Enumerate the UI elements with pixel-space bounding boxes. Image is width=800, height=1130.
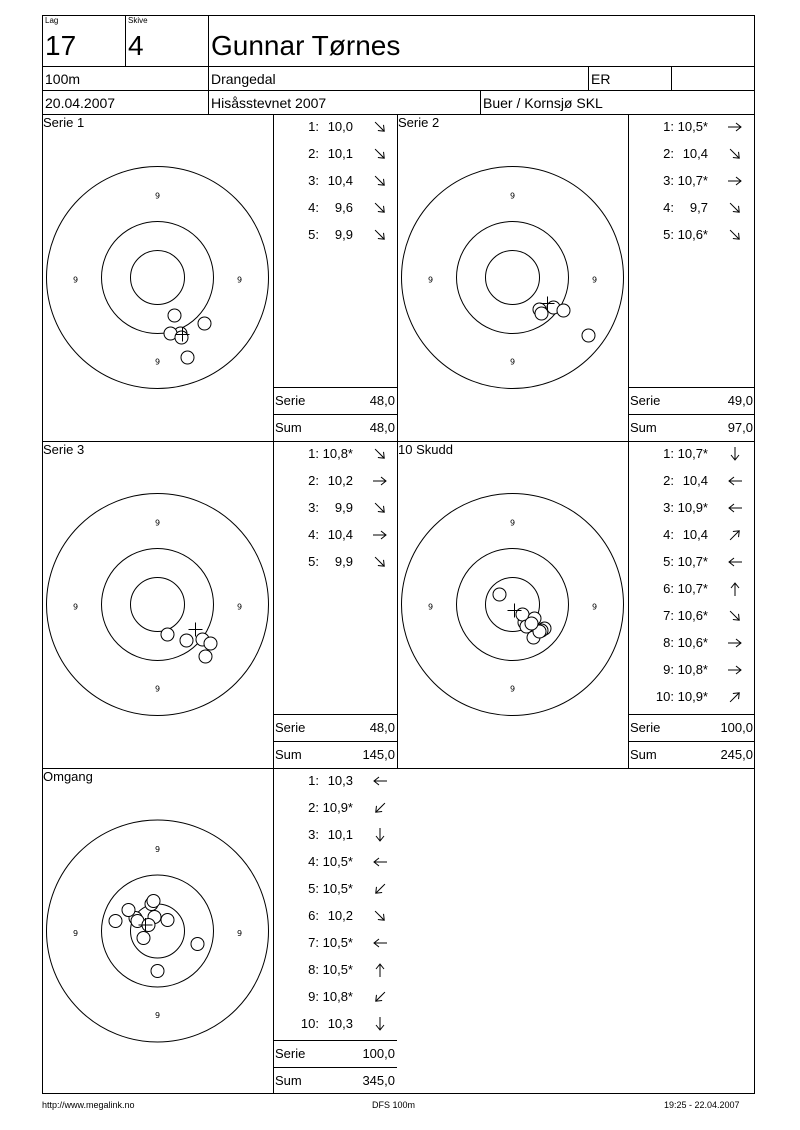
shot-number: 1:	[308, 119, 319, 134]
serie-label: Serie	[275, 1046, 306, 1061]
target-ring-inner	[131, 251, 185, 305]
sum-value: 48,0	[369, 420, 395, 435]
target-ring-middle	[457, 222, 569, 334]
shot-direction-arrow-icon	[371, 826, 389, 844]
totals-divider	[273, 414, 397, 415]
sum-label: Sum	[275, 1073, 302, 1088]
shot-hole	[137, 932, 150, 945]
panel-title: Omgang	[43, 769, 93, 784]
shot-score: 10,5*	[322, 935, 353, 950]
shot-number: 7:	[308, 935, 319, 950]
shot-score: 10,9*	[322, 800, 353, 815]
shot-direction-arrow-icon	[371, 772, 389, 790]
shot-number: 1:	[308, 773, 319, 788]
shot-score: 10,5*	[322, 881, 353, 896]
shot-score: 10,6*	[677, 635, 708, 650]
shot-score: 10,4	[682, 527, 708, 542]
shot-direction-arrow-icon	[371, 1015, 389, 1033]
panel-table-divider	[273, 768, 274, 1094]
shot-direction-arrow-icon	[371, 226, 389, 244]
target-face	[42, 441, 273, 768]
shot-number: 9:	[663, 662, 674, 677]
shot-number: 4:	[663, 527, 674, 542]
totals-divider	[273, 1040, 397, 1041]
shot-hole	[493, 588, 506, 601]
shot-hole	[109, 915, 122, 928]
shot-number: 2:	[308, 473, 319, 488]
shot-direction-arrow-icon	[726, 226, 744, 244]
serie-value: 100,0	[362, 1046, 395, 1061]
target-ring-middle	[457, 549, 569, 661]
shot-hole	[198, 317, 211, 330]
shot-number: 9:	[308, 989, 319, 1004]
ring-label: 9	[154, 518, 161, 528]
shot-direction-arrow-icon	[371, 499, 389, 517]
shot-score: 10,3	[327, 1016, 353, 1031]
ring-label: 9	[236, 275, 243, 285]
ring-label: 9	[509, 191, 516, 201]
shot-hole	[582, 329, 595, 342]
shot-score: 10,2	[327, 908, 353, 923]
shot-number: 3:	[663, 173, 674, 188]
totals-divider	[628, 741, 755, 742]
shot-score: 10,5*	[677, 119, 708, 134]
shot-score: 9,9	[334, 227, 353, 242]
totals-divider	[273, 387, 397, 388]
shot-direction-arrow-icon	[726, 553, 744, 571]
shot-direction-arrow-icon	[371, 880, 389, 898]
shot-score: 10,7*	[677, 581, 708, 596]
shot-number: 5:	[663, 227, 674, 242]
shot-direction-arrow-icon	[726, 661, 744, 679]
shot-direction-arrow-icon	[371, 853, 389, 871]
shot-score: 10,4	[327, 527, 353, 542]
shot-direction-arrow-icon	[726, 199, 744, 217]
totals-divider	[273, 1067, 397, 1068]
club-field: Drangedal	[211, 71, 276, 87]
ring-label: 9	[154, 1011, 161, 1020]
target-ring-inner	[486, 251, 540, 305]
header-divider-1	[42, 66, 755, 67]
shot-direction-arrow-icon	[371, 145, 389, 163]
panel-title: Serie 3	[43, 442, 85, 457]
ring-label: 9	[154, 845, 161, 854]
shot-hole	[168, 309, 181, 322]
shot-score: 10,4	[682, 473, 708, 488]
shot-number: 3:	[308, 827, 319, 842]
sum-label: Sum	[275, 747, 302, 762]
shot-direction-arrow-icon	[726, 526, 744, 544]
shot-hole	[175, 331, 188, 344]
shot-direction-arrow-icon	[371, 799, 389, 817]
header-vline-range	[480, 90, 481, 114]
shot-direction-arrow-icon	[371, 445, 389, 463]
target-ring-inner	[131, 578, 185, 632]
shot-direction-arrow-icon	[726, 145, 744, 163]
class-field: ER	[591, 71, 611, 87]
panel-table-divider	[273, 114, 274, 441]
ring-label: 9	[72, 602, 79, 612]
shooter-name: Gunnar Tørnes	[211, 30, 401, 61]
shot-direction-arrow-icon	[726, 634, 744, 652]
shot-number: 7:	[663, 608, 674, 623]
shot-number: 4:	[663, 200, 674, 215]
target-ring-middle	[102, 549, 214, 661]
shot-direction-arrow-icon	[726, 472, 744, 490]
ring-label: 9	[591, 275, 598, 285]
shot-direction-arrow-icon	[371, 172, 389, 190]
shot-hole	[147, 895, 160, 908]
shot-direction-arrow-icon	[371, 934, 389, 952]
shot-hole	[525, 617, 538, 630]
serie-value: 48,0	[369, 720, 395, 735]
header-vline-lag	[125, 15, 126, 66]
footer-timestamp: 19:25 - 22.04.2007	[664, 1100, 740, 1110]
shot-score: 10,8*	[322, 989, 353, 1004]
shot-number: 2:	[663, 146, 674, 161]
panel-table-divider	[628, 114, 629, 441]
shot-score: 10,8*	[677, 662, 708, 677]
shot-hole	[180, 634, 193, 647]
shot-score: 10,4	[682, 146, 708, 161]
shot-direction-arrow-icon	[726, 118, 744, 136]
shot-direction-arrow-icon	[726, 607, 744, 625]
shot-number: 2:	[308, 146, 319, 161]
shot-hole	[191, 938, 204, 951]
shot-score: 10,7*	[677, 554, 708, 569]
shot-score: 10,7*	[677, 446, 708, 461]
sum-value: 97,0	[727, 420, 753, 435]
ring-label: 9	[509, 684, 516, 694]
range-field: Buer / Kornsjø SKL	[483, 95, 603, 111]
shot-direction-arrow-icon	[371, 526, 389, 544]
ring-label: 9	[154, 191, 161, 201]
header-vline-skive	[208, 15, 209, 114]
shot-hole	[151, 965, 164, 978]
ring-label: 9	[509, 518, 516, 528]
sum-value: 145,0	[362, 747, 395, 762]
shot-number: 8:	[663, 635, 674, 650]
totals-divider	[273, 714, 397, 715]
shot-score: 10,3	[327, 773, 353, 788]
shot-hole	[535, 307, 548, 320]
sum-label: Sum	[630, 747, 657, 762]
shot-score: 10,6*	[677, 227, 708, 242]
shot-number: 1:	[308, 446, 319, 461]
shot-direction-arrow-icon	[371, 199, 389, 217]
serie-label: Serie	[275, 720, 306, 735]
shot-hole	[161, 628, 174, 641]
sum-value: 245,0	[720, 747, 753, 762]
shot-hole	[161, 914, 174, 927]
shot-score: 10,5*	[322, 854, 353, 869]
shot-direction-arrow-icon	[726, 445, 744, 463]
ring-label: 9	[72, 929, 79, 938]
serie-value: 49,0	[727, 393, 753, 408]
date-field: 20.04.2007	[45, 95, 116, 111]
serie-label: Serie	[630, 720, 661, 735]
shot-number: 4:	[308, 200, 319, 215]
shot-hole	[122, 904, 135, 917]
shot-number: 5:	[308, 881, 319, 896]
shot-number: 4:	[308, 527, 319, 542]
totals-divider	[628, 714, 755, 715]
shot-number: 1:	[663, 119, 674, 134]
panel-title: Serie 1	[43, 115, 85, 130]
shot-score: 9,6	[334, 200, 353, 215]
shot-score: 10,9*	[677, 500, 708, 515]
sum-value: 345,0	[362, 1073, 395, 1088]
distance-field: 100m	[45, 71, 81, 87]
shot-hole	[557, 304, 570, 317]
shot-hole	[204, 637, 217, 650]
serie-value: 48,0	[369, 393, 395, 408]
shot-direction-arrow-icon	[371, 907, 389, 925]
totals-divider	[273, 741, 397, 742]
shot-score: 10,4	[327, 173, 353, 188]
shot-direction-arrow-icon	[371, 961, 389, 979]
ring-label: 9	[427, 275, 434, 285]
header-divider-2	[42, 90, 755, 91]
shot-score: 10,1	[327, 827, 353, 842]
shot-score: 10,5*	[322, 962, 353, 977]
shot-score: 10,2	[327, 473, 353, 488]
totals-divider	[628, 387, 755, 388]
shot-number: 5:	[308, 227, 319, 242]
shot-number: 5:	[308, 554, 319, 569]
shot-number: 5:	[663, 554, 674, 569]
target-face	[42, 114, 273, 441]
footer-url: http://www.megalink.no	[42, 1100, 135, 1110]
shot-direction-arrow-icon	[726, 688, 744, 706]
panel-title: Serie 2	[398, 115, 440, 130]
ring-label: 9	[154, 357, 161, 367]
target-face	[397, 114, 628, 441]
shot-score: 10,1	[327, 146, 353, 161]
shot-score: 10,8*	[322, 446, 353, 461]
header-vline-class	[588, 66, 589, 90]
shot-direction-arrow-icon	[371, 988, 389, 1006]
shot-number: 3:	[663, 500, 674, 515]
ring-label: 9	[591, 602, 598, 612]
shot-score: 10,6*	[677, 608, 708, 623]
ring-label: 9	[427, 602, 434, 612]
footer-program: DFS 100m	[372, 1100, 416, 1110]
shot-number: 2:	[663, 473, 674, 488]
shot-number: 3:	[308, 500, 319, 515]
ring-label: 9	[154, 684, 161, 694]
target-face	[42, 768, 273, 1094]
serie-label: Serie	[275, 393, 306, 408]
ring-label: 9	[236, 929, 243, 938]
shot-number: 10:	[655, 689, 674, 704]
shot-hole	[199, 650, 212, 663]
event-field: Hisåsstevnet 2007	[211, 95, 327, 111]
shot-direction-arrow-icon	[371, 472, 389, 490]
shot-number: 4:	[308, 854, 319, 869]
panel-table-divider	[628, 441, 629, 768]
ring-label: 9	[509, 357, 516, 367]
shot-number: 8:	[308, 962, 319, 977]
sum-label: Sum	[630, 420, 657, 435]
ring-label: 9	[72, 275, 79, 285]
shot-direction-arrow-icon	[371, 118, 389, 136]
shot-number: 10:	[300, 1016, 319, 1031]
shot-score: 10,9*	[677, 689, 708, 704]
shot-number: 2:	[308, 800, 319, 815]
shot-number: 3:	[308, 173, 319, 188]
shot-score: 9,9	[334, 554, 353, 569]
lag-label: Lag	[45, 16, 59, 25]
shot-score: 10,0	[327, 119, 353, 134]
shot-hole	[181, 351, 194, 364]
ring-label: 9	[236, 602, 243, 612]
shot-direction-arrow-icon	[726, 172, 744, 190]
shot-direction-arrow-icon	[371, 553, 389, 571]
panel-title: 10 Skudd	[398, 442, 453, 457]
target-ring-middle	[102, 222, 214, 334]
serie-label: Serie	[630, 393, 661, 408]
totals-divider	[628, 414, 755, 415]
serie-value: 100,0	[720, 720, 753, 735]
panel-table-divider	[273, 441, 274, 768]
shot-score: 9,9	[334, 500, 353, 515]
lag-value: 17	[45, 30, 77, 61]
skive-label: Skive	[128, 16, 148, 25]
shot-direction-arrow-icon	[726, 499, 744, 517]
sum-label: Sum	[275, 420, 302, 435]
shot-number: 1:	[663, 446, 674, 461]
shot-number: 6:	[663, 581, 674, 596]
skive-value: 4	[128, 30, 144, 61]
target-face	[397, 441, 628, 768]
shot-number: 6:	[308, 908, 319, 923]
header-vline-class2	[671, 66, 672, 90]
shot-score: 9,7	[689, 200, 708, 215]
shot-score: 10,7*	[677, 173, 708, 188]
shot-direction-arrow-icon	[726, 580, 744, 598]
